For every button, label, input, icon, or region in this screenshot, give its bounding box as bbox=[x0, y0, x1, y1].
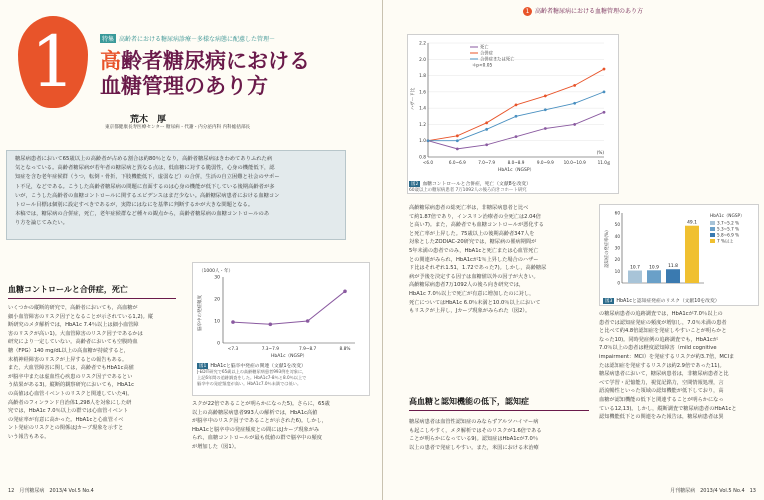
x-tick-label: 7.9~8.7 bbox=[299, 347, 317, 352]
y-tick-label: 1.2 bbox=[419, 122, 426, 128]
x-tick-label: <6.0 bbox=[422, 160, 434, 165]
y-tick-label: 0 bbox=[617, 280, 620, 286]
figure-2 bbox=[407, 34, 619, 194]
figure-1-chart bbox=[193, 263, 369, 358]
figure-1-note bbox=[197, 369, 365, 387]
legend-note: ＊p<0.05 bbox=[472, 63, 493, 69]
author-name: 荒木 厚 bbox=[130, 115, 167, 125]
legend-label: 7 %以上 bbox=[717, 238, 734, 244]
body-line: いう報告もある。 bbox=[8, 433, 50, 440]
data-point bbox=[573, 102, 576, 105]
data-point bbox=[544, 127, 547, 130]
body-line: 糖尿病患者は血管性認知症のみならずアルツハイマー病 bbox=[409, 419, 539, 425]
running-head-text: 高齢者糖尿病における血糖管理のあり方 bbox=[535, 8, 644, 15]
figure-3-chart bbox=[600, 205, 758, 293]
data-point bbox=[485, 128, 488, 131]
body-column-2 bbox=[192, 400, 370, 452]
data-point bbox=[306, 319, 310, 323]
x-tick-label: 8.8% bbox=[339, 347, 351, 352]
body-line: う結果がある3)。縦断的観察研究においても，HbA1c bbox=[8, 382, 134, 389]
body-line: 高齢糖尿病患者7万1092人の後ろ向き研究では， bbox=[409, 282, 525, 289]
y-tick-label: 10 bbox=[214, 319, 220, 325]
body-line: 死亡についてはHbA1c 6.0％未満と10.0％以上において bbox=[409, 299, 541, 306]
y-tick-label: 20 bbox=[614, 257, 620, 263]
article-title bbox=[100, 48, 310, 98]
figure-2-subcaption: 60歳以上の糖尿病患者 7万1092人の後ろ向きコホート研究 bbox=[409, 188, 527, 193]
figure-3 bbox=[599, 204, 759, 306]
body-line: また，大血管障害に関しては，高齢者でもHbA1c高値 bbox=[8, 365, 134, 372]
special-title: 高齢者における糖尿病診療－多様な病態に配慮した管理－ bbox=[118, 36, 275, 43]
figure-note-line: J-EDIT研究で65歳以上の高齢糖尿病患者993例を対象に， bbox=[197, 369, 307, 374]
heading-rule bbox=[8, 298, 176, 299]
heading-rule-2 bbox=[409, 410, 589, 411]
figure-1 bbox=[192, 262, 370, 396]
section2-heading-wrap bbox=[409, 396, 589, 411]
y-axis-label: 認知症の発症率(%) bbox=[605, 230, 610, 268]
data-point bbox=[603, 90, 606, 93]
bar bbox=[685, 226, 699, 283]
bar-value-label: 11.8 bbox=[668, 264, 678, 270]
y-tick-label: 2.0 bbox=[419, 57, 426, 63]
body-line: もリスクが上昇し，Jカーブ現象がみられた（図2）。 bbox=[409, 308, 531, 315]
x-tick-label: <7.3 bbox=[227, 347, 239, 352]
figure-2-caption: 血糖コントロールと合併症，死亡（文献8を改変） bbox=[422, 182, 531, 187]
x-tick-label: 7.3~7.9 bbox=[261, 347, 279, 352]
legend-swatch bbox=[710, 239, 715, 243]
section2-heading: 高血糖と認知機能の低下，認知症 bbox=[409, 397, 529, 406]
y-axis-label: 脳卒中の発症頻度 bbox=[198, 295, 203, 331]
y-tick-label: 30 bbox=[614, 245, 620, 251]
body-line: も起こしやすく，メタ解析ではそのリスクが1.6倍である bbox=[409, 427, 542, 434]
body-line: HbA1c 7.0％以上で死亡が有意に増加したのに対し， bbox=[409, 290, 535, 297]
body-line: 究では，HbA1c 7.0％以上の群では心血管イベント bbox=[8, 408, 129, 415]
bar bbox=[628, 271, 642, 283]
running-head bbox=[523, 6, 643, 16]
y-tick-label: 1.4 bbox=[419, 106, 426, 112]
legend-swatch bbox=[710, 233, 715, 237]
body-line: 認知機能低下との関連をみた報告は，糖尿病患者は異 bbox=[599, 414, 724, 421]
body-line: 糖（FPG）140 mg/dL以上の高血糖が持続すると， bbox=[8, 347, 129, 354]
body-line: 患者では認知症発症の頻度が増加し，7.0％未満の患者 bbox=[599, 319, 727, 326]
body-line: ド比はそれぞれ1.51，1.72であった7)。しかし，高齢糖尿 bbox=[409, 265, 547, 272]
body-line: 高齢者のフィンランド自治体1,298人を対象にした研 bbox=[8, 399, 132, 406]
figure-note-line: 脳卒中の発症頻度が高い。HbA1c7.0％未満では低い。 bbox=[197, 381, 302, 386]
y-unit-label: （1000人・年） bbox=[199, 269, 233, 274]
data-point bbox=[456, 139, 459, 142]
legend-label: 死亡 bbox=[480, 45, 489, 51]
body-line: の糖尿病患者の追跡調査では，HbA1cが7.0％以上の bbox=[599, 311, 723, 317]
body-line: の高値は心血管イベントのリスクと関連していた4)。 bbox=[8, 390, 133, 397]
x-unit-label: (%) bbox=[596, 150, 604, 155]
body-line: 断研究のメタ解析では，HbA1c 7.4％以上は細小血管障 bbox=[8, 322, 139, 329]
x-tick-label: 10.0~10.9 bbox=[563, 160, 586, 165]
body-line: が増加した（図1）。 bbox=[192, 443, 240, 450]
abstract-line: 知症を含む老年症候群（うつ，転倒・骨折，下肢機能低下，虚弱など）の合併，生活の自立困難と社会のサポー bbox=[15, 174, 280, 181]
data-point bbox=[515, 103, 518, 106]
body-line: ている12,13)。しかし，縦断調査で糖尿病患者のHbA1cと bbox=[599, 405, 737, 412]
data-point bbox=[456, 134, 459, 137]
chapter-number-badge: 1 bbox=[18, 16, 88, 108]
body-line: が脳卒中のリスク因子であることが示された6)。しかし， bbox=[192, 418, 327, 425]
y-tick-label: 20 bbox=[214, 297, 220, 303]
bar bbox=[647, 270, 661, 283]
figure-2-caption-wrap bbox=[409, 180, 619, 193]
body-line: 細小血管障害のリスク因子となることが示されている1,2)。縦 bbox=[8, 313, 154, 320]
title-line1: 齢者糖尿病における bbox=[121, 48, 310, 73]
abstract-box bbox=[6, 150, 346, 240]
data-point bbox=[515, 115, 518, 118]
body-line: との関連がみられ，HbA1cが1％上昇した場合のハザー bbox=[409, 256, 539, 263]
y-tick-label: 50 bbox=[614, 222, 620, 228]
y-tick-label: 1.0 bbox=[419, 139, 426, 145]
legend-label: 5.8~6.9 % bbox=[717, 232, 740, 238]
figure-2-tag: 図2 bbox=[411, 182, 419, 187]
body-line: 7.0％以上の患者は軽度認知障害（mild cognitive bbox=[599, 345, 717, 352]
body-line: impairment：MCI）を発症するリスクが約3.7倍，MCIま bbox=[599, 353, 735, 360]
abstract-line: 糖尿病患者において65歳以上の高齢者が占める割合は約80％となり，高齢者糖尿病はきわめてありふれた病 bbox=[15, 156, 273, 162]
right-footer: 月刊糖尿病 2013/4 Vol.5 No.4 13 bbox=[670, 488, 756, 494]
abstract-line: ト不足，などである。こうした高齢者糖尿病の問題に直面するのは心身の機能が低下している後期高齢者が多 bbox=[15, 183, 275, 190]
body-column-4 bbox=[599, 310, 759, 422]
author-affiliation: 東京都健康長寿医療センター 糖尿病・代謝・内分泌内科 内科総括部長 bbox=[105, 125, 251, 130]
abstract-line: いが，こうした高齢者の血糖コントロールに関するエビデンスはまだ少ない。高齢糖尿病患者における血糖コン bbox=[15, 192, 280, 199]
figure-1-tag: 図1 bbox=[199, 364, 207, 369]
data-point bbox=[573, 84, 576, 87]
y-tick-label: 0.8 bbox=[419, 155, 426, 161]
data-point bbox=[544, 95, 547, 98]
data-point bbox=[544, 108, 547, 111]
data-point bbox=[343, 290, 347, 294]
figure-1-caption: HbA1cと脳卒中発症の関連（文献1を改変） bbox=[210, 364, 306, 369]
y-axis-label: ハザード比 bbox=[411, 87, 416, 111]
data-point bbox=[269, 323, 273, 327]
y-tick-label: 0 bbox=[217, 341, 220, 347]
y-tick-label: 60 bbox=[614, 210, 620, 216]
body-line: スクが22倍であることが明らかになった5)。さらに，65歳 bbox=[192, 401, 330, 407]
bar-value-label: 49.1 bbox=[687, 220, 697, 226]
abstract-line: トロール目標は個別に設定すべきであるが，実際にはなにを基準に判断するかが大きな問題となる。 bbox=[15, 202, 254, 209]
body-column-3 bbox=[409, 204, 595, 316]
data-point bbox=[603, 111, 606, 114]
abstract-line: 本稿では，糖尿病の合併症，死亡，老年症候群など種々の観点から，高齢者糖尿病の血糖コントロールのあ bbox=[15, 211, 270, 218]
figure-note-line: 上記6年間の追跡調査をした。HbA1c7-8％と8.0％以上で bbox=[197, 375, 307, 380]
body-line: と高い7)。また，高齢者でも血糖コントロールが悪化する bbox=[409, 222, 544, 229]
y-tick-label: 30 bbox=[214, 275, 220, 281]
legend-label: 5.3~5.7 % bbox=[717, 226, 740, 232]
body-line: 末梢神経障害のリスクが上昇するとの報告もある。 bbox=[8, 356, 128, 363]
body-column-1 bbox=[8, 304, 178, 442]
data-point bbox=[485, 143, 488, 146]
section1-heading: 血糖コントロールと合併症，死亡 bbox=[8, 285, 128, 294]
figure-3-caption: HbA1cと認知症発症のリスク（文献10を改変） bbox=[616, 299, 720, 304]
series-line bbox=[233, 291, 345, 324]
legend-swatch bbox=[710, 221, 715, 225]
x-axis-label: HbA1c（NGSP） bbox=[497, 168, 535, 173]
figure-3-tag: 図3 bbox=[605, 299, 613, 304]
figure-2-chart bbox=[408, 35, 618, 175]
body-line: 以上の高齢糖尿病患者993人の解析では，HbA1c高値 bbox=[192, 409, 318, 416]
data-point bbox=[485, 121, 488, 124]
series-line bbox=[428, 112, 604, 149]
bar-value-label: 10.9 bbox=[649, 265, 659, 271]
body-line: 以上の患者で発症しやすい。また，米国における未治療 bbox=[409, 444, 539, 451]
body-line: と比べて約4.8倍認知症を発症しやすいことが明らかと bbox=[599, 328, 727, 335]
bar bbox=[666, 269, 680, 283]
legend-title: HbA1c（NGSP） bbox=[710, 214, 745, 219]
body-line: られ，血糖コントロールが最も低値の群で脳卒中の頻度 bbox=[192, 435, 322, 442]
legend-label: 合併症または死亡 bbox=[480, 57, 515, 63]
body-line: べて学習・記憶能力，視覚記銘力，空間情報処理，言 bbox=[599, 379, 724, 386]
body-line: HbA1cと脳卒中の発症頻度との間にはJカーブ現象がみ bbox=[192, 426, 320, 433]
body-line: いくつかの縦断的研究で，高齢者においても，高血糖が bbox=[8, 305, 138, 311]
x-tick-label: 6.0~6.9 bbox=[448, 160, 466, 165]
body-line: たは認知症を発症するリスクは約2.9倍であった11)。 bbox=[599, 362, 725, 369]
data-point bbox=[515, 135, 518, 138]
right-page bbox=[382, 0, 764, 500]
x-axis-label: HbA1c（NGSP） bbox=[270, 354, 308, 358]
body-line: 糖尿病患者において，糖尿病患者は，非糖尿病患者と比 bbox=[599, 371, 729, 378]
abstract-line: り方を論じてみたい。 bbox=[15, 220, 68, 227]
x-tick-label: 8.0~8.9 bbox=[507, 160, 525, 165]
special-feature-label bbox=[100, 34, 275, 43]
data-point bbox=[427, 139, 430, 142]
running-number: 1 bbox=[523, 7, 532, 16]
body-line: と死亡率が上昇した。75歳以上の後期高齢者347人を bbox=[409, 230, 535, 237]
body-line: の発症率が有意に高かった。HbA1cと心血管イベ bbox=[8, 416, 124, 423]
x-tick-label: 9.0~9.9 bbox=[536, 160, 554, 165]
body-line: なった10)。同時発症例の追跡調査でも，HbA1cが bbox=[599, 336, 718, 343]
y-tick-label: 10 bbox=[614, 268, 620, 274]
section1-heading-wrap bbox=[8, 284, 176, 299]
x-tick-label: 11.0≦ bbox=[597, 160, 611, 165]
y-tick-label: 2.2 bbox=[419, 41, 426, 47]
data-point bbox=[573, 123, 576, 126]
y-tick-label: 1.8 bbox=[419, 74, 426, 80]
legend-label: 合併症 bbox=[480, 51, 493, 57]
body-line: 語流暢性といった領域の認知機能が低下しており，高 bbox=[599, 388, 724, 395]
legend-label: 3.7~5.2 % bbox=[717, 220, 740, 226]
body-column-3b bbox=[409, 418, 595, 452]
legend-swatch bbox=[710, 227, 715, 231]
body-line: 研究により一定していない。高齢者においても空腹時血 bbox=[8, 339, 138, 346]
body-line: 害のリスクが高い1)。大血管障害のリスク因子であるかは bbox=[8, 330, 143, 337]
special-tag: 特集 bbox=[102, 36, 115, 43]
data-point bbox=[603, 68, 606, 71]
y-tick-label: 1.6 bbox=[419, 90, 426, 96]
bar-value-label: 10.7 bbox=[630, 265, 640, 271]
x-tick-label: 7.0~7.9 bbox=[478, 160, 496, 165]
body-line: 病が予後を決定する因子は血糖値以外の因子が大きい。 bbox=[409, 273, 539, 280]
title-first-char: 高 bbox=[100, 48, 121, 73]
body-line: ント発症のリスクとの関係はJカーブ現象を示すと bbox=[8, 425, 124, 432]
data-point bbox=[456, 147, 459, 150]
body-line: 対象としたZODIAC-20研究では，糖尿病の罹病期間が bbox=[409, 239, 537, 246]
data-point bbox=[231, 320, 235, 324]
left-footer: 12 月刊糖尿病 2013/4 Vol.5 No.4 bbox=[8, 488, 94, 494]
body-line: 血糖が認知機能の低下と関連することが明らかになっ bbox=[599, 396, 724, 403]
body-line: ことが明らかになっている9)。認知症はHbA1cが7.0％ bbox=[409, 436, 539, 443]
body-line: 高齢糖尿病患者の総死亡率は，非糖尿病患者と比べ bbox=[409, 205, 529, 211]
body-line: 5年未満の患者でのみ，HbA1cと死亡または心血管死亡 bbox=[409, 247, 539, 254]
body-line: て約1.87倍であり，インスリン治療者の全死亡は2.04倍 bbox=[409, 213, 541, 220]
abstract-line: 気となっている。高齢者糖尿病が若年者の糖尿病と異なる点は，低血糖に対する脆弱性，心身の機能低下，認 bbox=[15, 165, 275, 172]
body-line: が脳卒中または虚血性心疾患のリスク因子であるとい bbox=[8, 373, 133, 380]
title-line2: 血糖管理のあり方 bbox=[100, 73, 268, 98]
y-tick-label: 40 bbox=[614, 233, 620, 239]
